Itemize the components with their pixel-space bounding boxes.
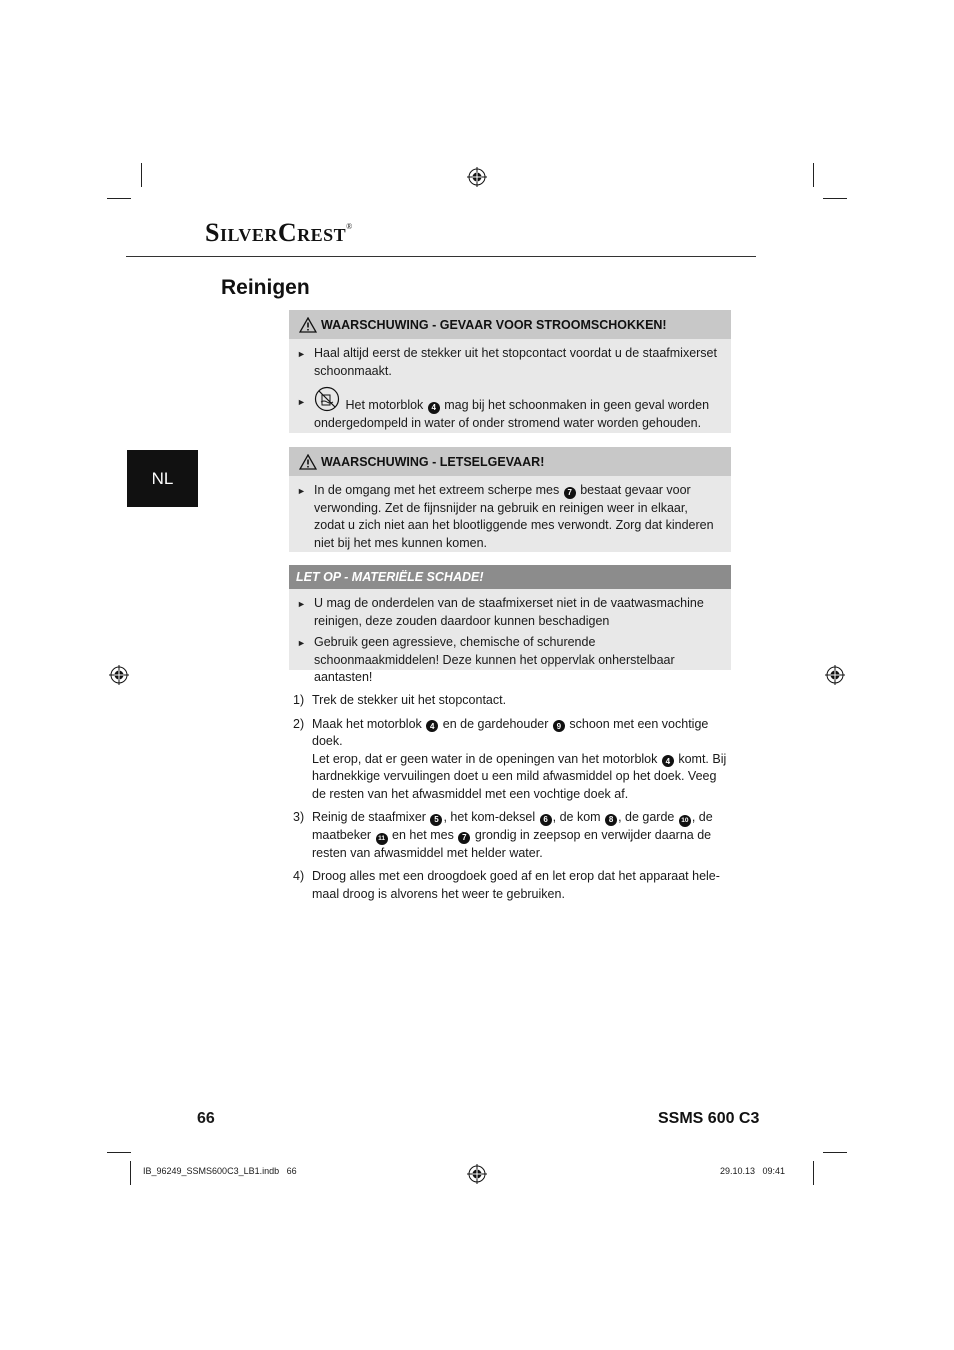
language-tab — [127, 450, 198, 507]
list-item — [297, 386, 721, 432]
warning-title: WAARSCHUWING - LETSELGEVAAR! — [321, 454, 545, 469]
bullet-arrow-icon: ► — [297, 349, 306, 359]
warning-header — [289, 310, 731, 339]
step-number: 2) — [293, 716, 305, 731]
part-number-badge: 10 — [679, 815, 691, 827]
warning-box-electric-shock — [289, 310, 731, 433]
step-text: komt. Bij hardnekkige vervuilingen doet u een mild afwasmiddel op het doek. Veeg de resten van het afwasmiddel met een vochtige doek af. — [312, 751, 727, 801]
step-text: Let erop, dat er geen water in de openingen van het motorblok — [312, 751, 658, 766]
model-name: SSMS 600 C3 — [658, 1110, 760, 1127]
page-number: 66 — [197, 1110, 215, 1127]
registration-mark-icon — [467, 1164, 487, 1184]
step-number: 4) — [293, 869, 305, 883]
warning-triangle-icon — [299, 454, 317, 470]
step-text: Maak het motorblok — [312, 716, 422, 731]
warning-triangle-icon — [299, 317, 317, 333]
bullet-text: Het motorblok — [345, 398, 424, 412]
registration-mark-icon — [109, 665, 129, 685]
bullet-text: In de omgang met het extreem scherpe mes — [314, 483, 560, 497]
bullet-arrow-icon: ► — [297, 638, 306, 648]
step-text: grondig in zeepsop en verwijder daarna de resten van afwasmiddel met helder water. — [312, 827, 712, 860]
language-tab-label: NL — [151, 468, 174, 488]
caution-title: LET OP - MATERIËLE SCHADE! — [296, 570, 484, 584]
crop-mark — [823, 198, 847, 199]
list-item — [297, 634, 721, 687]
warning-box-injury — [289, 447, 731, 552]
bullet-text: Haal altijd eerst de stekker uit het stopcontact voordat u de staafmixerset schoonmaakt. — [314, 346, 717, 378]
warning-title: WAARSCHUWING - GEVAAR VOOR STROOMSCHOKKEN! — [321, 317, 667, 332]
logo-registered-mark: ® — [346, 222, 353, 231]
registration-mark-icon — [825, 665, 845, 685]
crop-mark — [823, 1152, 847, 1153]
crop-mark — [130, 1161, 131, 1185]
bullet-text: Gebruik geen agressieve, chemische of schurende schoonmaakmiddelen! Deze kunnen het oppervlak onherstelbaar aantasten! — [314, 635, 675, 684]
part-number-badge: 4 — [662, 755, 674, 767]
bullet-text: U mag de onderdelen van de staafmixerset niet in de vaatwasmachine reinigen, deze zouden daardoor kunnen beschadigen — [314, 596, 704, 628]
step-number: 3) — [293, 810, 305, 824]
crop-mark — [141, 163, 142, 187]
cleaning-steps-list — [293, 692, 729, 909]
step-item — [293, 868, 729, 903]
step-text: , de kom — [552, 810, 601, 824]
step-number: 1) — [293, 693, 305, 707]
step-text: en de gardehouder — [442, 716, 549, 731]
step-text: Droog alles met een droogdoek goed af en let erop dat het apparaat hele-maal droog is alvorens het weer te gebruiken. — [312, 869, 720, 901]
step-text: en het mes — [392, 827, 454, 842]
list-item — [297, 345, 721, 380]
step-text: Reinig de staafmixer — [312, 810, 426, 824]
part-number-badge: 7 — [458, 832, 470, 844]
part-number-badge: 7 — [564, 487, 576, 499]
list-item — [297, 482, 721, 552]
caution-box-material-damage — [289, 565, 731, 684]
bullet-text: mag bij het schoonmaken in geen geval worden ondergedompeld in water of onder stromend water worden gehouden. — [314, 398, 710, 430]
bullet-arrow-icon: ► — [297, 397, 306, 407]
part-number-badge: 11 — [376, 833, 388, 845]
step-text: , het kom-deksel — [443, 810, 536, 824]
part-number-badge: 4 — [426, 720, 438, 732]
bullet-arrow-icon: ► — [297, 599, 306, 609]
step-item — [293, 692, 729, 710]
step-text: schoon met een vochtige doek. — [312, 716, 709, 748]
step-text: Trek de stekker uit het stopcontact. — [312, 693, 507, 707]
brand-logo — [205, 218, 353, 248]
registration-mark-icon — [467, 167, 487, 187]
crop-mark — [813, 163, 814, 187]
caution-header — [289, 565, 731, 589]
page-title: Reinigen — [221, 276, 310, 299]
part-number-badge: 9 — [553, 720, 565, 732]
step-text: , de maatbeker — [312, 810, 713, 842]
crop-mark — [107, 1152, 131, 1153]
header-divider — [126, 256, 756, 257]
bullet-arrow-icon: ► — [297, 486, 306, 496]
part-number-badge: 5 — [430, 814, 442, 826]
crop-mark — [813, 1161, 814, 1185]
step-text: , de garde — [618, 810, 675, 824]
step-item — [293, 809, 729, 862]
part-number-badge: 6 — [540, 814, 552, 826]
print-slug-file: IB_96249_SSMS600C3_LB1.indb 66 — [143, 1166, 297, 1176]
step-item — [293, 716, 729, 804]
no-immersion-icon — [314, 386, 340, 412]
part-number-badge: 8 — [605, 814, 617, 826]
bullet-text: bestaat gevaar voor verwonding. Zet de fijnsnijder na gebruik en reinigen weer in elkaar, zodat u zich niet aan het blootliggende mes verwondt. Zorg dat kinderen niet bij het mes kunnen komen. — [314, 483, 714, 550]
logo-text: SilverCrest — [205, 218, 347, 247]
print-slug-date: 29.10.13 09:41 — [720, 1166, 786, 1176]
crop-mark — [107, 198, 131, 199]
warning-header — [289, 447, 731, 476]
part-number-badge: 4 — [428, 402, 440, 414]
list-item — [297, 595, 721, 630]
